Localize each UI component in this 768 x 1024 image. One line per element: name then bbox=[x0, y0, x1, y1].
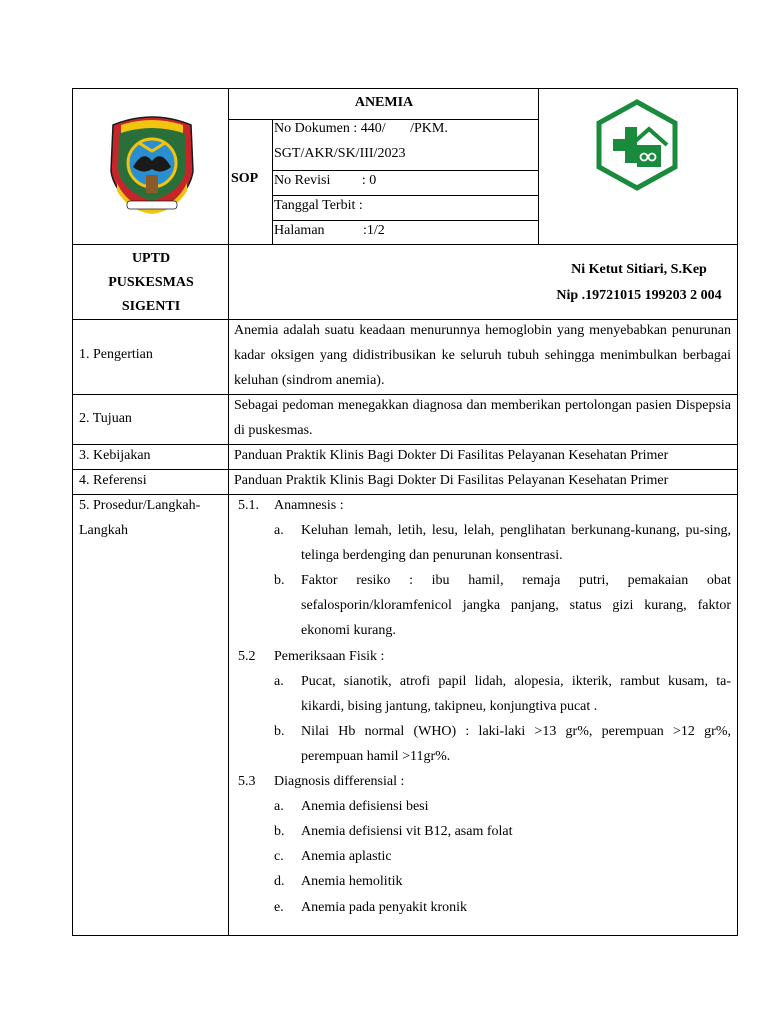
label-pengertian: 1. Pengertian bbox=[79, 347, 153, 362]
text-pengertian: Anemia adalah suatu keadaan menurunnya hemoglobin yang menyebabkan penurunan kadar oksigen yang didistribusikan ke seluruh tubuh sehingga menimbulkan berbagai keluhan (sindrom anemia). bbox=[234, 323, 731, 388]
item-letter: b. bbox=[274, 724, 285, 739]
unit-line: PUSKESMAS bbox=[108, 275, 194, 290]
document-title: ANEMIA bbox=[354, 95, 414, 110]
item-letter: a. bbox=[274, 799, 284, 814]
item-letter: d. bbox=[274, 874, 285, 889]
label-kebijakan: 3. Kebijakan bbox=[79, 448, 151, 463]
label-prosedur bbox=[79, 493, 200, 543]
unit-line: UPTD bbox=[131, 251, 171, 266]
step-item: Faktor resiko : ibu hamil, remaja putri, pemakaian obat sefalosporin/kloramfenicol jangka panjang, status gizi kurang, faktor ekonomi kurang. bbox=[301, 573, 731, 638]
step-item: Anemia defisiensi vit B12, asam folat bbox=[301, 824, 513, 839]
step-number: 5.2 bbox=[238, 649, 256, 664]
step-item: Anemia hemolitik bbox=[301, 874, 403, 889]
label-prosedur-line: 5. Prosedur/Langkah- bbox=[79, 498, 201, 513]
no-dokumen-line2: SGT/AKR/SK/III/2023 bbox=[274, 146, 406, 161]
label-referensi: 4. Referensi bbox=[79, 473, 147, 488]
header-table bbox=[72, 88, 738, 320]
text-tujuan: Sebagai pedoman menegakkan diagnosa dan memberikan pertolongan pasien Dispepsia di puskesmas. bbox=[234, 398, 731, 438]
halaman: Halaman :1/2 bbox=[274, 223, 385, 238]
signer-block bbox=[539, 257, 739, 309]
step-item: Pucat, sianotik, atrofi papil lidah, alopesia, ikterik, rambut kusam, ta-kikardi, bising jantung, takipneu, konjungtiva pucat . bbox=[301, 674, 731, 714]
unit-name bbox=[73, 247, 229, 319]
step-title: Anamnesis : bbox=[274, 498, 344, 513]
item-letter: a. bbox=[274, 674, 284, 689]
step-title: Diagnosis differensial : bbox=[274, 774, 405, 789]
no-dokumen-line1: No Dokumen : 440/ /PKM. bbox=[274, 121, 448, 136]
step-item: Anemia defisiensi besi bbox=[301, 799, 429, 814]
signer-name: Ni Ketut Sitiari, S.Kep bbox=[571, 262, 707, 277]
label-tujuan: 2. Tujuan bbox=[79, 411, 132, 426]
item-letter: b. bbox=[274, 573, 285, 588]
item-letter: a. bbox=[274, 523, 284, 538]
regency-logo-icon bbox=[103, 111, 201, 215]
no-revisi: No Revisi : 0 bbox=[274, 173, 377, 188]
unit-line: SIGENTI bbox=[121, 299, 181, 314]
puskesmas-logo-icon bbox=[591, 99, 683, 191]
label-prosedur-line: Langkah bbox=[79, 523, 128, 538]
sop-label: SOP bbox=[231, 171, 259, 186]
step-item: Anemia pada penyakit kronik bbox=[301, 900, 468, 915]
item-letter: e. bbox=[274, 900, 284, 915]
text-referensi: Panduan Praktik Klinis Bagi Dokter Di Fasilitas Pelayanan Kesehatan Primer bbox=[234, 473, 669, 488]
step-number: 5.3 bbox=[238, 774, 256, 789]
text-kebijakan: Panduan Praktik Klinis Bagi Dokter Di Fasilitas Pelayanan Kesehatan Primer bbox=[234, 448, 669, 463]
sop-body-table bbox=[72, 320, 738, 936]
signer-nip: Nip .19721015 199203 2 004 bbox=[556, 288, 722, 303]
step-number: 5.1. bbox=[238, 498, 259, 513]
step-item: Nilai Hb normal (WHO) : laki-laki >13 gr%, perempuan >12 gr%, perempuan hamil >11gr%. bbox=[301, 724, 731, 764]
item-letter: b. bbox=[274, 824, 285, 839]
step-title: Pemeriksaan Fisik : bbox=[274, 649, 385, 664]
step-item: Keluhan lemah, letih, lesu, lelah, penglihatan berkunang-kunang, pu-sing, telinga berdenging dan penurunan konsentrasi. bbox=[301, 523, 731, 563]
item-letter: c. bbox=[274, 849, 284, 864]
step-item: Anemia aplastic bbox=[301, 849, 392, 864]
tanggal-terbit: Tanggal Terbit : bbox=[274, 198, 363, 213]
sop-document bbox=[72, 88, 738, 936]
